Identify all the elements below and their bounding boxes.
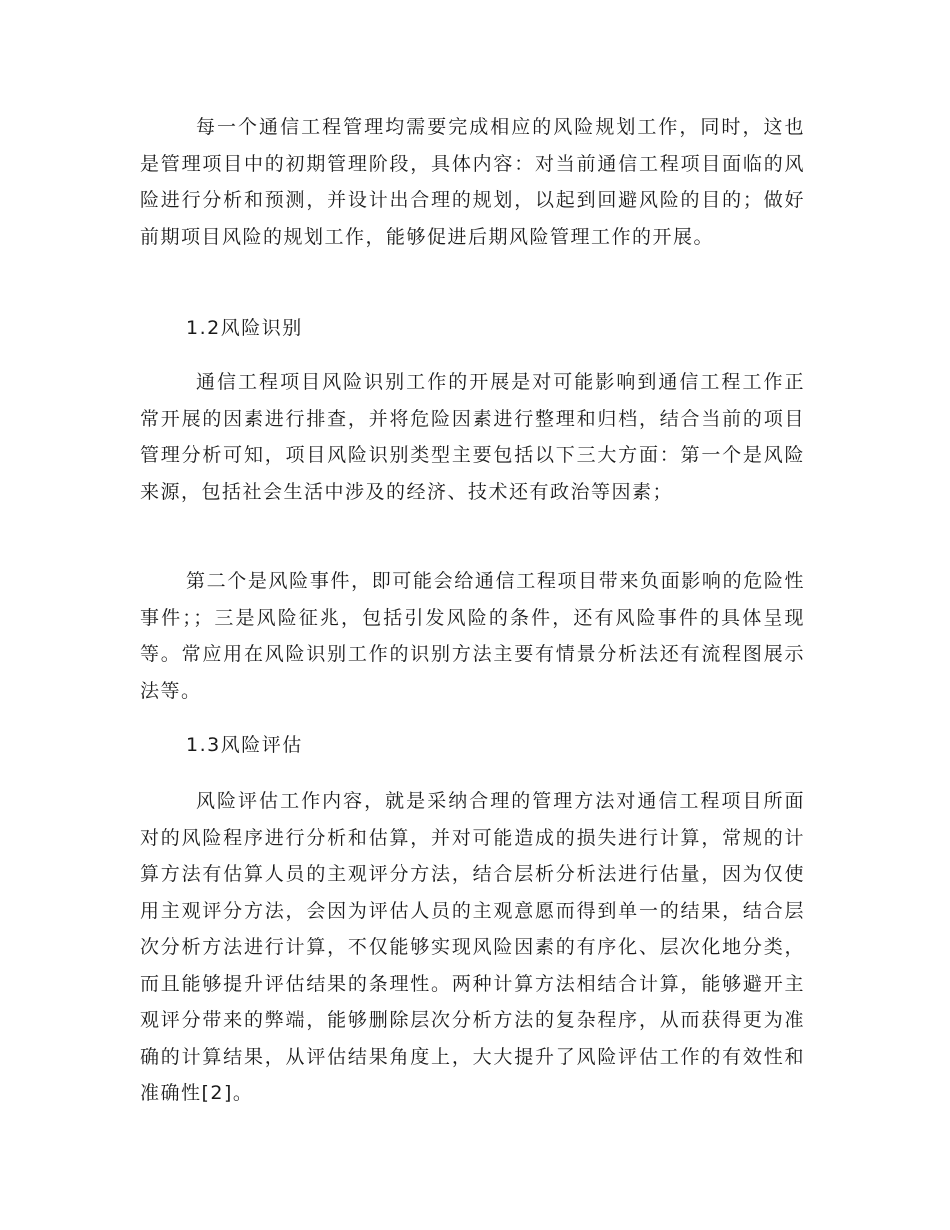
section-heading-risk-assessment: 1.3风险评估 (186, 734, 303, 756)
paragraph-risk-assessment: 风险评估工作内容，就是采纳合理的管理方法对通信工程项目所面对的风险程序进行分析和估算，并对可能造成的损失进行计算，常规的计算方法有估算人员的主观评分方法，结合层析分析法进行估量，因为仅使用主观评分方法，会因为评估人员的主观意愿而得到单一的结果，结合层次分析方法进行计算，不仅能够实现风险因素的有序化、层次化地分类，而且能够提升评估结果的条理性。两种计算方法相结合计算，能够避开主观评分带来的弊端，能够删除层次分析方法的复杂程序，从而获得更为准确的计算结果，从评估结果角度上，大大提升了风险评估工作的有效性和准确性[2]。 (140, 790, 805, 1104)
paragraph-risk-events: 第二个是风险事件，即可能会给通信工程项目带来负面影响的危险性事件；；三是风险征兆，包括引发风险的条件，还有风险事件的具体呈现等。常应用在风险识别工作的识别方法主要有情景分析法还有流程图展示法等。 (140, 570, 805, 702)
section-heading-risk-identification: 1.2风险识别 (186, 317, 303, 339)
paragraph-risk-identification: 通信工程项目风险识别工作的开展是对可能影响到通信工程工作正常开展的因素进行排查，并将危险因素进行整理和归档，结合当前的项目管理分析可知，项目风险识别类型主要包括以下三大方面：第一个是风险来源，包括社会生活中涉及的经济、技术还有政治等因素； (140, 371, 805, 503)
paragraph-risk-planning: 每一个通信工程管理均需要完成相应的风险规划工作，同时，这也是管理项目中的初期管理阶段，具体内容：对当前通信工程项目面临的风险进行分析和预测，并设计出合理的规划，以起到回避风险的目的；做好前期项目风险的规划工作，能够促进后期风险管理工作的开展。 (140, 116, 805, 248)
